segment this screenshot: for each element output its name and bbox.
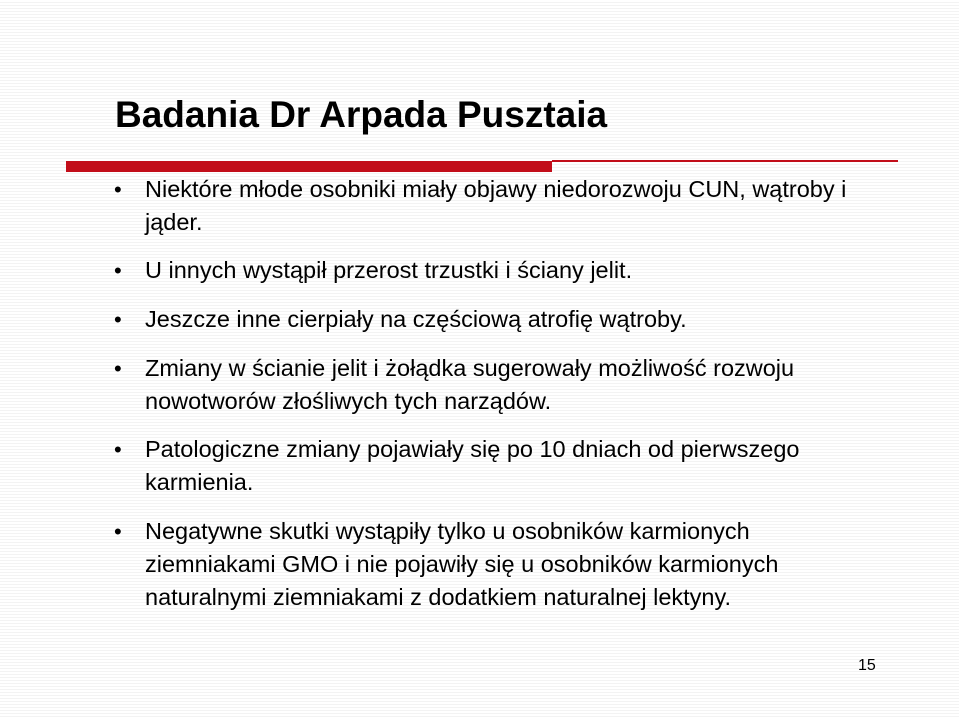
bullet-item-2: • U innych wystąpił przerost trzustki i ściany jelit. bbox=[145, 254, 875, 287]
title-underline-thick bbox=[66, 161, 552, 172]
bullet-item-6: • Negatywne skutki wystąpiły tylko u osobników karmionych ziemniakami GMO i nie pojawiły się u osobników karmionych naturalnymi ziemniakami z dodatkiem naturalnej lektyny. bbox=[145, 515, 875, 614]
bullet-item-5: • Patologiczne zmiany pojawiały się po 10 dniach od pierwszego karmienia. bbox=[145, 433, 875, 499]
title-underline-thin bbox=[552, 160, 898, 162]
bullet-item-3: • Jeszcze inne cierpiały na częściową atrofię wątroby. bbox=[145, 303, 875, 336]
page-number: 15 bbox=[858, 657, 876, 674]
bullet-item-1: • Niektóre młode osobniki miały objawy niedorozwoju CUN, wątroby i jąder. bbox=[145, 173, 875, 239]
bullet-item-4: • Zmiany w ścianie jelit i żołądka sugerowały możliwość rozwoju nowotworów złośliwych tych narządów. bbox=[145, 352, 875, 418]
slide-title: Badania Dr Arpada Pusztaia bbox=[115, 94, 608, 135]
